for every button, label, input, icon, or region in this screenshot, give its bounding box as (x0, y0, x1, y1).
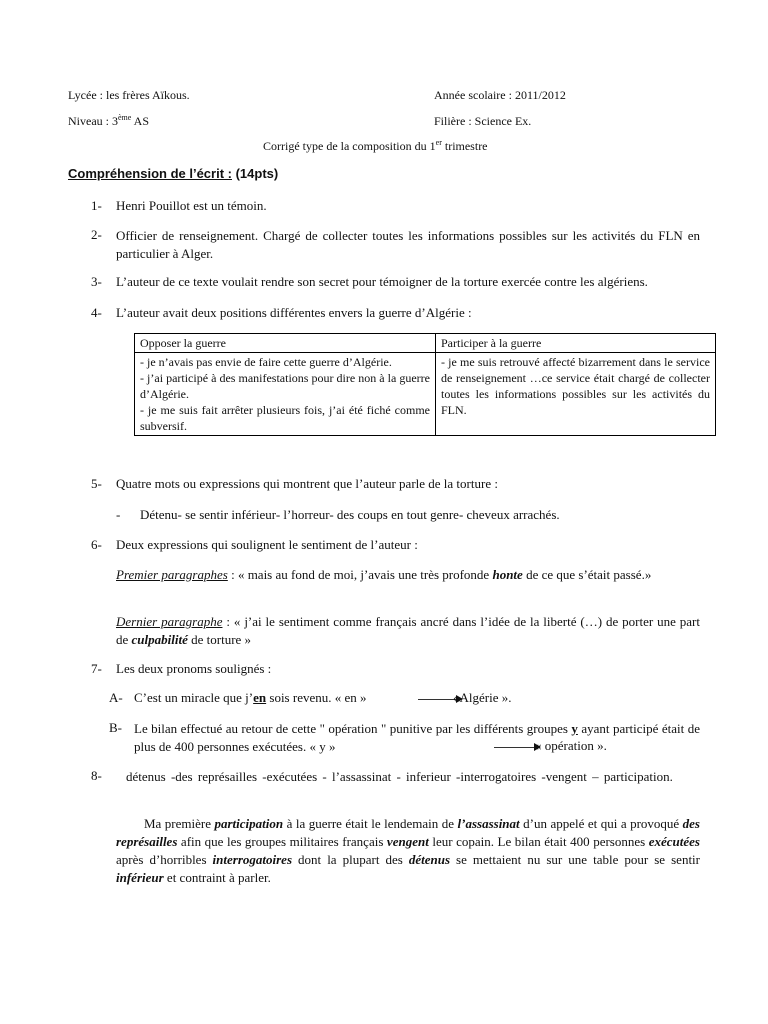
paragraph-text: dont la plupart des (292, 852, 409, 867)
q1-text: Henri Pouillot est un témoin. (116, 198, 267, 213)
q6-last-paragraph: Dernier paragraphe : « j’ai le sentiment comme français ancré dans l’idée de la liberté (…) de porter une part de culpabilité de torture » (116, 614, 701, 647)
participate-header: Participer à la guerre (436, 334, 716, 353)
paragraph-text: à la guerre était le lendemain de (283, 816, 458, 831)
q8-paragraph (116, 815, 700, 887)
q7-b-number: B- (109, 720, 122, 735)
paragraph-text: Ma première (144, 816, 215, 831)
paragraph-text: afin que les groupes militaires français (177, 834, 387, 849)
class-level: Niveau : 3ème AS (68, 113, 150, 128)
oppose-item: - j’ai participé à des manifestations pour dire non à la guerre d’Algérie. (140, 371, 430, 401)
q7-text: Les deux pronoms soulignés : (116, 661, 272, 676)
keyword: inférieur (116, 870, 164, 885)
q5-number: 5- (91, 476, 102, 491)
q4-text: L’auteur avait deux positions différentes envers la guerre d’Algérie : (116, 305, 472, 320)
q2-number: 2- (91, 227, 102, 242)
keyword: exécutées (648, 834, 700, 849)
q7-a-target: «Algérie ». (453, 690, 512, 705)
q3-number: 3- (91, 274, 102, 289)
oppose-cell (135, 353, 436, 436)
q3-text: L’auteur de ce texte voulait rendre son secret pour témoigner de la torture exercée contre les algériens. (116, 274, 648, 289)
q5-text: Quatre mots ou expressions qui montrent que l’auteur parle de la torture : (116, 476, 498, 491)
keyword: interrogatoires (212, 852, 293, 867)
q4-number: 4- (91, 305, 102, 320)
paragraph-text: et contraint à parler. (163, 870, 271, 885)
q7-a-text: C’est un miracle que j’en sois revenu. « en » (134, 690, 367, 705)
keyword: des représailles (116, 816, 700, 849)
keyword: détenus (408, 852, 451, 867)
q6-text: Deux expressions qui soulignent le sentiment de l’auteur : (116, 537, 418, 552)
participate-cell (436, 353, 716, 436)
keyword: l’assassinat (457, 816, 520, 831)
doc-title: Corrigé type de la composition du 1er trimestre (263, 138, 488, 153)
q7-number: 7- (91, 661, 102, 676)
oppose-item: - je n’avais pas envie de faire cette guerre d’Algérie. (140, 355, 392, 369)
q1-number: 1- (91, 198, 102, 213)
q7-b-arrow-line (494, 747, 538, 748)
keyword: vengent (386, 834, 429, 849)
paragraph-text: se mettaient nu sur une table pour se sentir (450, 852, 700, 867)
q2-text: Officier de renseignement. Chargé de collecter toutes les informations possibles sur les activités du FLN en particulier à Alger. (116, 228, 700, 261)
q8-words: détenus -des représailles -exécutées - l’assassinat - inferieur -interrogatoires -vengent – participation. (126, 769, 673, 784)
oppose-header: Opposer la guerre (135, 334, 436, 353)
school-name: Lycée : les frères Aïkous. (68, 88, 190, 102)
q6-number: 6- (91, 537, 102, 552)
positions-table (134, 333, 716, 436)
paragraph-text: après d’horribles (116, 852, 213, 867)
q8-number: 8- (91, 768, 102, 783)
oppose-item: - je me suis fait arrêter plusieurs fois, j’ai été fiché comme subversif. (140, 403, 430, 433)
stream: Filière : Science Ex. (434, 114, 532, 128)
q6-first-paragraph: Premier paragraphes : « mais au fond de moi, j’avais une très profonde honte de ce que s’était passé.» (116, 567, 652, 582)
q7-b-target: « opération ». (535, 738, 607, 753)
section-heading: Compréhension de l’écrit : (14pts) (68, 166, 279, 181)
paragraph-text: leur copain. Le bilan était 400 personnes (428, 834, 649, 849)
q5-answer: Détenu- se sentir inférieur- l’horreur- des coups en tout genre- cheveux arrachés. (140, 507, 560, 522)
paragraph-text: d’un appelé et qui a provoqué (519, 816, 683, 831)
q5-bullet: - (116, 507, 121, 522)
q7-a-number: A- (109, 690, 123, 705)
q7-b-text: Le bilan effectué au retour de cette " opération " punitive par les différents groupes y ayant participé était de plus de 400 personnes exécutées. « y » (134, 721, 700, 754)
school-year: Année scolaire : 2011/2012 (434, 88, 566, 102)
keyword: participation (214, 816, 284, 831)
participate-item: - je me suis retrouvé affecté bizarrement dans le service de renseignement …ce service était chargé de collecter toutes les informations possibles sur les activités du FLN. (441, 355, 710, 417)
